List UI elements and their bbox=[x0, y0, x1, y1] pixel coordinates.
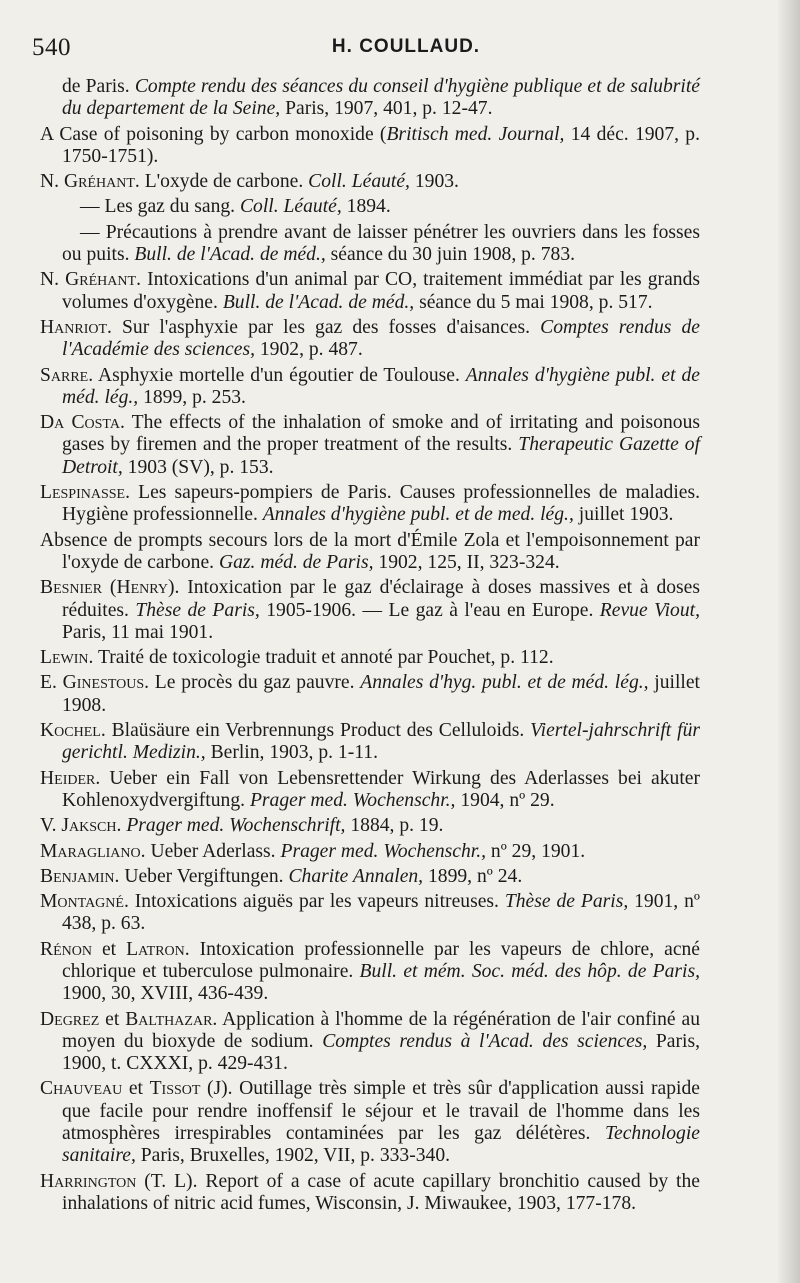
author-name: Besnier bbox=[40, 577, 103, 599]
entry-benjamin bbox=[40, 866, 700, 888]
entry-text: Paris, 1907, 401, p. 12-47. bbox=[280, 98, 493, 120]
entry-text: . Les sapeurs-pompiers de Paris. Causes professionnelles de maladies. Hygiène professionnelle. bbox=[62, 482, 700, 526]
author-name: Ginestous bbox=[62, 672, 145, 694]
entry-jaksch bbox=[40, 815, 700, 837]
author-name: Benjamin bbox=[40, 865, 115, 887]
entry-text: et bbox=[91, 938, 127, 960]
entry-text: . Ueber Vergiftungen. bbox=[114, 865, 289, 887]
entry-sarre bbox=[40, 365, 700, 410]
author-name: Rénon bbox=[40, 938, 92, 960]
entry-heider bbox=[40, 768, 700, 813]
page-number: 540 bbox=[32, 34, 71, 61]
entry-text: Berlin, 1903, p. 1-11. bbox=[205, 742, 379, 764]
entry-grehant-oxyde bbox=[40, 171, 700, 193]
entry-text: . Blaüsäure ein Verbrennungs Product des Celluloids. bbox=[100, 720, 531, 742]
entry-text: 1902, p. 487. bbox=[254, 339, 363, 361]
publication-title: Bull. de l'Acad. de méd., bbox=[134, 244, 326, 266]
entry-harrington bbox=[40, 1171, 700, 1216]
entry-seine-report bbox=[40, 76, 700, 121]
entry-text: séance du 5 mai 1908, p. 517. bbox=[414, 291, 653, 313]
entry-text: E. bbox=[40, 672, 63, 694]
author-name: Lewin bbox=[40, 647, 89, 669]
publication-title: Annales d'hygiène publ. et de méd. lég., bbox=[62, 364, 700, 408]
entry-text: 1894. bbox=[341, 196, 391, 218]
publication-title: Comptes rendus à l'Acad. des sciences, bbox=[322, 1030, 648, 1052]
entry-text: . Le procès du gaz pauvre. bbox=[144, 672, 361, 694]
entry-text: N. bbox=[40, 269, 66, 291]
entry-text: . Intoxications d'un animal par CO, traitement immédiat par les grands volumes d'oxygène. bbox=[62, 269, 700, 313]
author-name: Maragliano bbox=[40, 840, 141, 862]
author-name: Kochel bbox=[40, 720, 101, 742]
author-name: Balthazar bbox=[125, 1008, 213, 1030]
entry-lespinasse bbox=[40, 482, 700, 527]
entry-text: 1902, 125, II, 323-324. bbox=[373, 551, 560, 573]
publication-title: Bull. et mém. Soc. méd. des hôp. de Paris, bbox=[359, 960, 700, 982]
author-name: Tissot bbox=[149, 1078, 201, 1100]
entry-text: . Asphyxie mortelle d'un égoutier de Toulouse. bbox=[88, 364, 466, 386]
publication-title: Thèse de Paris, bbox=[135, 599, 260, 621]
entry-hanriot bbox=[40, 317, 700, 362]
entry-zola bbox=[40, 530, 700, 575]
entry-grehant-gaz-sang bbox=[40, 196, 700, 218]
entry-text: et bbox=[99, 1008, 126, 1030]
entry-text: juillet 1908. bbox=[62, 672, 700, 716]
entry-text: . Traité de toxicologie traduit et annoté par Pouchet, p. 112. bbox=[88, 647, 554, 669]
entry-text: nº 29, 1901. bbox=[486, 840, 586, 862]
entry-text: de Paris. bbox=[62, 76, 135, 97]
entry-text: V. bbox=[40, 815, 62, 837]
publication-title: Annales d'hyg. publ. et de méd. lég., bbox=[360, 672, 649, 694]
entry-text: 1884, p. 19. bbox=[345, 815, 444, 837]
entry-text: N. bbox=[40, 171, 64, 193]
publication-title: Prager med. Wochenschr., bbox=[280, 840, 487, 862]
author-name: Henry bbox=[116, 577, 168, 599]
entry-grehant-precautions bbox=[40, 222, 700, 267]
entry-text: (T. L). Report of a case of acute capillary bronchitio caused by the inhalations of nitric acid fumes, Wisconsin, J. Miwaukee, 1903, 177-178. bbox=[62, 1170, 700, 1214]
entry-text: ). Intoxication par le gaz d'éclairage à doses massives et à doses réduites. bbox=[62, 577, 700, 621]
entry-text: . Application à l'homme de la régénération de l'air confiné au moyen du bioxyde de sodium. bbox=[62, 1008, 700, 1052]
author-name: Lespinasse bbox=[40, 482, 126, 504]
entry-maragliano bbox=[40, 841, 700, 863]
entry-degrez-balthazar bbox=[40, 1009, 700, 1076]
entry-text: ( bbox=[102, 577, 117, 599]
entry-da-costa bbox=[40, 412, 700, 479]
running-head: H. COULLAUD. bbox=[331, 36, 481, 57]
entry-text: . L'oxyde de carbone. bbox=[134, 171, 309, 193]
entry-text: . Ueber ein Fall von Lebensrettender Wirkung des Aderlasses bei akuter Kohlenoxydvergiftung. bbox=[62, 767, 700, 811]
entry-text: . Intoxication professionnelle par les vapeurs de chlore, acné chlorique et tuberculose pulmonaire. bbox=[62, 938, 701, 982]
entry-text: Paris, Bruxelles, 1902, VII, p. 333-340. bbox=[135, 1145, 451, 1167]
entry-chauveau-tissot bbox=[40, 1078, 700, 1167]
entry-text: Paris, 11 mai 1901. bbox=[62, 621, 214, 643]
publication-title: Gaz. méd. de Paris, bbox=[218, 551, 374, 573]
publication-title: Compte rendu des séances du conseil d'hygiène publique et de salubrité du departement de la Seine, bbox=[62, 76, 700, 120]
author-name: Sarre bbox=[40, 364, 89, 386]
publication-title: Therapeutic Gazette of Detroit, bbox=[62, 434, 701, 478]
author-name: Chauveau bbox=[40, 1078, 123, 1100]
entry-besnier bbox=[40, 577, 700, 644]
publication-title: Coll. Léauté, bbox=[308, 171, 410, 193]
publication-title: Revue Viout, bbox=[599, 599, 700, 621]
author-name: Harrington bbox=[40, 1170, 137, 1192]
publication-title: Comptes rendus de l'Académie des sciences, bbox=[62, 316, 700, 361]
entry-text: 1903. bbox=[409, 171, 459, 193]
publication-title: Annales d'hygiène publ. et de med. lég., bbox=[262, 504, 574, 526]
entry-text: Paris, 1900, t. CXXXI, p. 429-431. bbox=[62, 1030, 700, 1075]
entry-text: . bbox=[116, 815, 127, 837]
entry-text: — Les gaz du sang. bbox=[80, 196, 240, 218]
publication-title: Britisch med. Journal, bbox=[386, 123, 565, 145]
publication-title: Viertel-jahrschrift für gerichtl. Medizin., bbox=[62, 720, 700, 764]
entry-text: . The effects of the inhalation of smoke and of irritating and poisonous gases by firemen and the proper treatment of the results. bbox=[62, 412, 700, 456]
entry-kochel bbox=[40, 720, 700, 765]
publication-title: Coll. Léauté, bbox=[239, 196, 342, 218]
publication-title: Bull. de l'Acad. de méd., bbox=[222, 291, 415, 313]
author-name: Gréhant bbox=[65, 269, 137, 291]
entry-renon-latron bbox=[40, 939, 700, 1006]
entry-text: 1900, 30, XVIII, 436-439. bbox=[62, 983, 269, 1005]
author-name: Da Costa bbox=[40, 412, 120, 434]
page-edge bbox=[778, 0, 800, 1283]
author-name: Latron bbox=[126, 938, 185, 960]
entry-montagne bbox=[40, 891, 700, 936]
entry-text: . Sur l'asphyxie par les gaz des fosses d'aisances. bbox=[107, 316, 541, 338]
entry-text: 1901, nº 438, p. 63. bbox=[62, 891, 700, 935]
entry-text: (J). Outillage très simple et très sûr d'application aussi rapide que facile pour rendre inoffensif le séjour et le travail de l'homme dans les atmosphères irrespirables contaminées par les gaz délétères. bbox=[62, 1078, 700, 1145]
entry-text: 14 déc. 1907, p. 1750-1751). bbox=[62, 123, 701, 167]
entry-ginestous bbox=[40, 672, 700, 717]
author-name: Jaksch bbox=[61, 815, 117, 837]
entry-text: 1904, nº 29. bbox=[455, 789, 555, 811]
publication-title: Charite Annalen, bbox=[288, 865, 424, 887]
entry-text: Absence de prompts secours lors de la mort d'Émile Zola et l'empoisonnement par l'oxyde de carbone. bbox=[40, 529, 700, 573]
publication-title: Prager med. Wochenschrift, bbox=[126, 815, 346, 837]
page-header bbox=[32, 26, 780, 66]
publication-title: Technologie sanitaire, bbox=[62, 1123, 700, 1167]
entry-text: 1899, nº 24. bbox=[423, 865, 523, 887]
entry-text: juillet 1903. bbox=[573, 504, 674, 526]
entry-text: 1905-1906. — Le gaz à l'eau en Europe. bbox=[259, 599, 600, 621]
publication-title: Thèse de Paris, bbox=[504, 891, 629, 913]
entry-text: séance du 30 juin 1908, p. 783. bbox=[325, 244, 576, 266]
entry-case-poisoning bbox=[40, 124, 700, 169]
entry-text: — Précautions à prendre avant de laisser pénétrer les ouvriers dans les fosses ou puits. bbox=[62, 221, 700, 266]
entry-text: 1899, p. 253. bbox=[138, 386, 246, 408]
bibliography-list bbox=[40, 76, 700, 1218]
entry-text: . Ueber Aderlass. bbox=[140, 840, 281, 862]
author-name: Montagné bbox=[40, 891, 124, 913]
entry-text: A Case of poisoning by carbon monoxide ( bbox=[40, 123, 387, 145]
entry-text: et bbox=[122, 1078, 150, 1100]
author-name: Heider bbox=[40, 767, 96, 789]
author-name: Degrez bbox=[40, 1008, 100, 1030]
entry-lewin bbox=[40, 647, 700, 669]
entry-text: 1903 (SV), p. 153. bbox=[122, 456, 274, 478]
author-name: Gréhant bbox=[63, 171, 135, 193]
publication-title: Prager med. Wochenschr., bbox=[249, 789, 456, 811]
entry-text: . Intoxications aiguës par les vapeurs nitreuses. bbox=[123, 891, 505, 913]
entry-grehant-intoxications bbox=[40, 269, 700, 314]
author-name: Hanriot bbox=[40, 316, 108, 338]
